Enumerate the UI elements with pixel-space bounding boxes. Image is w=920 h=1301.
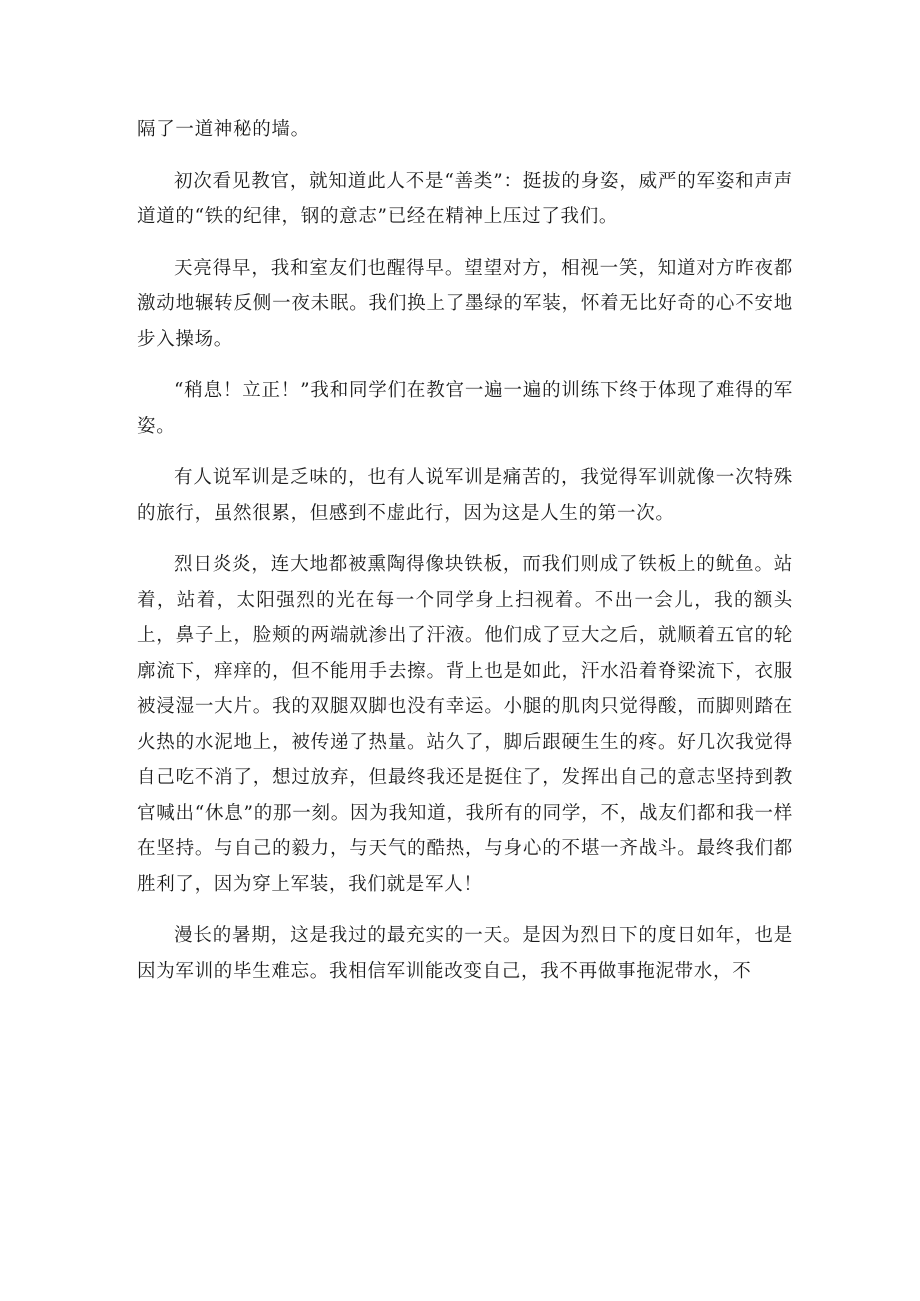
- paragraph-1: 隔了一道神秘的墙。: [137, 119, 310, 140]
- paragraph-2: 初次看见教官，就知道此人不是“善类”：挺拔的身姿，威严的军姿和声声道道的“铁的纪律，钢的意志”已经在精神上压过了我们。: [137, 170, 793, 227]
- paragraph-5: 有人说军训是乏味的，也有人说军训是痛苦的，我觉得军训就像一次特殊的旅行，虽然很累，但感到不虚此行，因为这是人生的第一次。: [137, 467, 793, 524]
- essay-body: [137, 112, 793, 1005]
- paragraph-4: “稍息！立正！”我和同学们在教官一遍一遍的训练下终于体现了难得的军姿。: [137, 380, 793, 437]
- paragraph-6: 烈日炎炎，连大地都被熏陶得像块铁板，而我们则成了铁板上的鱿鱼。站着，站着，太阳强烈的光在每一个同学身上扫视着。不出一会儿，我的额头上，鼻子上，脸颊的两端就渗出了汗液。他们成了豆大之后，就顺着五官的轮廓流下，痒痒的，但不能用手去擦。背上也是如此，汗水沿着脊梁流下，衣服被浸湿一大片。我的双腿双脚也没有幸运。小腿的肌肉只觉得酸，而脚则踏在火热的水泥地上，被传递了热量。站久了，脚后跟硬生生的疼。好几次我觉得自己吃不消了，想过放弃，但最终我还是挺住了，发挥出自己的意志坚持到教官喊出“休息”的那一刻。因为我知道，我所有的同学，不，战友们都和我一样在坚持。与自己的毅力，与天气的酷热，与身心的不堪一齐战斗。最终我们都胜利了，因为穿上军装，我们就是军人！: [137, 554, 793, 895]
- paragraph-7: 漫长的暑期，这是我过的最充实的一天。是因为烈日下的度日如年，也是因为军训的毕生难忘。我相信军训能改变自己，我不再做事拖泥带水，不: [137, 925, 793, 982]
- paragraph-3: 天亮得早，我和室友们也醒得早。望望对方，相视一笑，知道对方昨夜都激动地辗转反侧一夜未眠。我们换上了墨绿的军装，怀着无比好奇的心不安地步入操场。: [137, 257, 793, 350]
